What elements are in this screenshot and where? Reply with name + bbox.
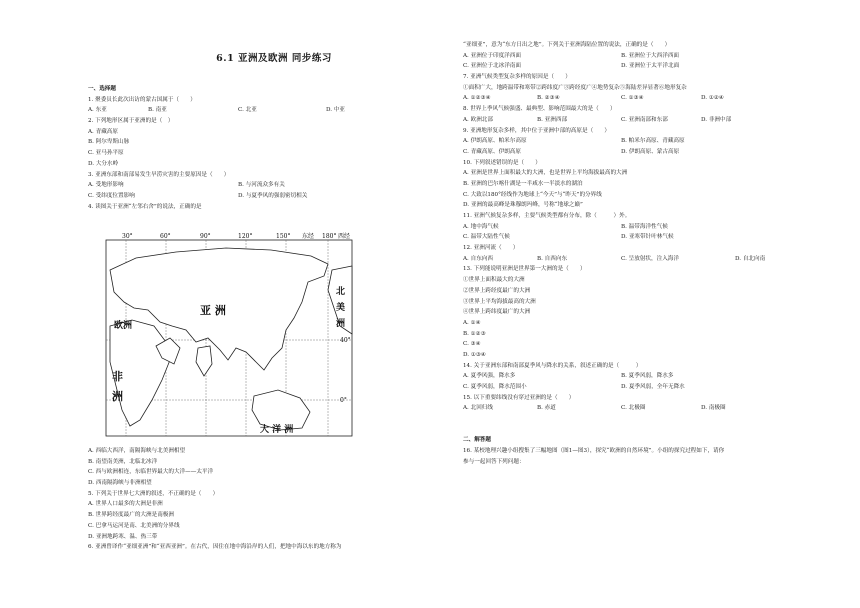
q7-options bbox=[463, 93, 835, 104]
q12-options bbox=[463, 254, 835, 265]
region-africa-1: 非 bbox=[112, 370, 123, 383]
q5-option-a[interactable]: A. 世界人口最多的大洲是非洲 bbox=[88, 501, 163, 508]
q7-option-b[interactable]: B. ②③④ bbox=[537, 95, 560, 102]
q13-option-a[interactable]: A. ①④ bbox=[463, 319, 481, 326]
lon-label-60: 60° bbox=[160, 233, 171, 240]
q9-options-row1 bbox=[463, 136, 835, 147]
q1-options bbox=[88, 105, 460, 116]
q5-option-d[interactable]: D. 亚洲地跨寒、温、热三带 bbox=[88, 533, 158, 540]
lon-label-30: 30° bbox=[122, 233, 133, 240]
q13-stem: 13. 下列能说明亚洲是世界第一大洲的是（ ） bbox=[463, 266, 586, 273]
q13-statement-4: ④世界上跨纬度最广的大洲 bbox=[463, 309, 531, 316]
q13-option-d[interactable]: D. ①③④ bbox=[463, 351, 486, 358]
q9-options-row2 bbox=[463, 147, 835, 158]
q4-option-c[interactable]: C. 西与欧洲相连，东临世界最大的大洋——太平洋 bbox=[88, 469, 214, 476]
q8-option-b[interactable]: B. 亚洲西部 bbox=[537, 116, 568, 123]
lat-label-0: 0° bbox=[340, 397, 347, 404]
q1-option-c[interactable]: C. 北亚 bbox=[238, 107, 257, 114]
q3-options-row2 bbox=[88, 191, 460, 202]
q9-option-b[interactable]: B. 帕米尔高原、青藏高原 bbox=[621, 138, 685, 145]
q6-option-a[interactable]: A. 亚洲位于印度洋西面 bbox=[463, 52, 521, 59]
q15-stem: 15. 以下重要纬线没有穿过亚洲的是（ ） bbox=[463, 394, 575, 401]
section-heading-answer: 二、解答题 bbox=[463, 437, 491, 444]
q3-stem: 3. 亚洲东部和南部易发生旱涝灾害的主要原因是（ ） bbox=[88, 171, 230, 178]
q11-stem: 11. 亚洲气候复杂多样，主要气候类型都有分布，除（ ）外。 bbox=[463, 213, 631, 219]
section-heading-choice: 一、选择题 bbox=[88, 86, 116, 92]
asia-map-svg bbox=[96, 230, 358, 438]
q2-option-d[interactable]: D. 大分水岭 bbox=[88, 160, 119, 167]
q3-option-a[interactable]: A. 受地形影响 bbox=[88, 182, 124, 189]
lon-label-120: 120° bbox=[238, 233, 253, 240]
q13-statement-3: ③世界上平均海拔最高的大洲 bbox=[463, 298, 536, 305]
q8-option-c[interactable]: C. 亚洲南部和东部 bbox=[621, 116, 668, 123]
region-europe: 欧洲 bbox=[114, 321, 133, 331]
q7-stem: 7. 亚洲气候类型复杂多样的原因是（ ） bbox=[463, 74, 571, 81]
q14-option-a[interactable]: A. 夏季风强，降水多 bbox=[463, 373, 516, 380]
q1-option-a[interactable]: A. 东亚 bbox=[88, 107, 107, 114]
lon-label-180: 180° bbox=[322, 233, 337, 240]
left-lower-block bbox=[88, 446, 460, 553]
q15-option-b[interactable]: B. 赤道 bbox=[537, 405, 556, 412]
q11-option-c[interactable]: C. 温带大陆性气候 bbox=[463, 234, 510, 241]
q4-option-b[interactable]: B. 南望南美洲，北临北冰洋 bbox=[88, 458, 158, 465]
q10-option-d[interactable]: D. 亚洲的最高峰是珠穆朗玛峰，号称“地球之巅” bbox=[463, 202, 583, 209]
q10-option-c[interactable]: C. 大致以180°经线作为地球上“今天”与“昨天”的分界线 bbox=[463, 191, 602, 198]
q12-stem: 12. 亚洲河流（ ） bbox=[463, 245, 519, 252]
q10-stem: 10. 下列叙述错误的是（ ） bbox=[463, 159, 541, 166]
q9-option-a[interactable]: A. 伊朗高原、帕米尔高原 bbox=[463, 138, 527, 145]
q14-options-row2 bbox=[463, 382, 835, 393]
q11-option-d[interactable]: D. 亚寒带针叶林气候 bbox=[621, 234, 674, 241]
lon-label-150: 150° bbox=[276, 233, 291, 240]
region-africa-2: 洲 bbox=[112, 390, 123, 403]
q15-option-d[interactable]: D. 南极圈 bbox=[701, 405, 726, 412]
q4-option-a[interactable]: A. 西临大西洋，南隔海峡与北美洲相望 bbox=[88, 448, 186, 454]
q12-option-d[interactable]: D. 自北向南 bbox=[735, 255, 766, 262]
spacer bbox=[463, 414, 835, 425]
q6-option-c[interactable]: C. 亚洲位于北冰洋南面 bbox=[463, 63, 521, 70]
q2-option-b[interactable]: B. 阿尔卑斯山脉 bbox=[88, 139, 130, 146]
q7-conditions: ①面积广大，地跨温带和寒带②跨纬度广③跨经度广④地势复杂⑤海陆差异显著⑥地形复杂 bbox=[463, 84, 687, 91]
q10-option-b[interactable]: B. 亚洲的巴尔喀什湖是一半咸水一半淡水的湖泊 bbox=[463, 180, 583, 187]
left-upper-block bbox=[88, 84, 460, 212]
q9-stem: 9. 亚洲地形复杂多样，其中位于亚洲中部的高原是（ ） bbox=[463, 127, 610, 134]
q3-option-d[interactable]: D. 与夏季风的强弱密切相关 bbox=[238, 192, 308, 199]
q12-option-b[interactable]: B. 自西向东 bbox=[537, 255, 568, 262]
q3-option-c[interactable]: C. 受纬度位置影响 bbox=[88, 192, 135, 199]
q15-option-c[interactable]: C. 北极圈 bbox=[621, 405, 646, 412]
region-na-3: 洲 bbox=[336, 319, 346, 329]
q13-option-c[interactable]: C. ③④ bbox=[463, 341, 481, 348]
q6-option-d[interactable]: D. 亚洲位于太平洋北面 bbox=[621, 63, 680, 70]
q10-option-a[interactable]: A. 亚洲是世界上面积最大的大洲，也是世界上平均海拔最高的大洲 bbox=[463, 170, 628, 177]
q4-stem: 4. 读图关于亚洲“左邻右舍”的说法，正确的是 bbox=[88, 203, 202, 210]
q5-option-b[interactable]: B. 世界跨经度最广的大洲是南极洲 bbox=[88, 512, 174, 519]
q14-stem: 14. 关于亚洲东部和南部夏季风与降水的关系，叙述正确的是（ ） bbox=[463, 362, 642, 369]
q6-option-b[interactable]: B. 亚洲位于大西洋西面 bbox=[621, 52, 680, 59]
lon-label-east: 东经 bbox=[302, 233, 315, 240]
q14-options-row1 bbox=[463, 371, 835, 382]
q2-stem: 2. 下列地形区属于亚洲的是（ ） bbox=[88, 118, 174, 125]
q14-option-d[interactable]: D. 夏季风弱，全年无降水 bbox=[621, 384, 685, 390]
lat-label-40: 40° bbox=[340, 337, 351, 344]
q7-option-d[interactable]: D. ①②④ bbox=[701, 95, 724, 102]
q12-option-c[interactable]: C. 呈放射状，注入海洋 bbox=[621, 255, 679, 262]
q11-options-row2 bbox=[463, 232, 835, 243]
q8-option-a[interactable]: A. 欧洲北部 bbox=[463, 116, 493, 123]
q11-options-row1 bbox=[463, 222, 835, 233]
lon-label-90: 90° bbox=[200, 233, 211, 240]
q1-stem: 1. 聚委员长此次出访的蒙古国属于（ ） bbox=[88, 96, 196, 103]
q7-option-c[interactable]: C. ①③④ bbox=[621, 95, 644, 102]
q6-options-row2 bbox=[463, 61, 835, 72]
page-title: 6.1 亚洲及欧洲 同步练习 bbox=[216, 53, 332, 64]
q1-option-d[interactable]: D. 中亚 bbox=[326, 107, 346, 114]
q4-option-d[interactable]: D. 西南隔海峡与非洲相望 bbox=[88, 480, 152, 487]
region-na-1: 北 bbox=[336, 287, 346, 297]
q13-statement-2: ②世界上跨经度最广的大洲 bbox=[463, 287, 531, 294]
region-asia: 亚 洲 bbox=[200, 304, 226, 317]
q11-option-b[interactable]: B. 温带海洋性气候 bbox=[621, 223, 668, 230]
q15-option-a[interactable]: A. 北回归线 bbox=[463, 405, 493, 412]
q14-option-c[interactable]: C. 夏季风弱，降水范围小 bbox=[463, 384, 527, 390]
q3-option-b[interactable]: B. 与河流众多有关 bbox=[238, 182, 285, 189]
q6-stem-cont: “亚细亚”，意为“东方日出之地”。下列关于亚洲海陆位置的说法，正确的是（ ） bbox=[463, 42, 671, 48]
q5-stem: 5. 下列关于世界七大洲的叙述，不正确的是（ ） bbox=[88, 490, 219, 497]
q14-option-b[interactable]: B. 夏季风弱，降水多 bbox=[621, 373, 674, 380]
spacer-2 bbox=[463, 425, 835, 436]
q3-options-row1 bbox=[88, 180, 460, 191]
q2-option-a[interactable]: A. 青藏高原 bbox=[88, 128, 118, 135]
q8-stem: 8. 世界上季风气候强盛、最典型、影响范围最大的是（ ） bbox=[463, 106, 616, 113]
q8-option-d[interactable]: D. 非洲中部 bbox=[701, 116, 732, 123]
q12-option-a[interactable]: A. 自东向西 bbox=[463, 255, 493, 262]
region-na-2: 美 bbox=[336, 303, 346, 313]
q16-line-2: 参与一起回答下列问题： bbox=[463, 458, 525, 465]
q1-option-b[interactable]: B. 南亚 bbox=[148, 107, 167, 114]
q9-option-c[interactable]: C. 青藏高原、伊朗高原 bbox=[463, 148, 521, 155]
right-block bbox=[463, 40, 835, 468]
q9-option-d[interactable]: D. 伊朗高原、蒙古高原 bbox=[621, 148, 680, 155]
q11-option-a[interactable]: A. 地中海气候 bbox=[463, 223, 499, 230]
q8-options bbox=[463, 115, 835, 126]
q13-statement-1: ①世界上面积最大的大洲 bbox=[463, 277, 525, 284]
q7-option-a[interactable]: A. ①②③④ bbox=[463, 95, 491, 102]
q2-option-c[interactable]: C. 亚马孙平原 bbox=[88, 150, 124, 157]
q6-stem: 6. 亚洲曾译作“亚细亚洲”和“亚西亚洲”。在古代，因住在地中海沿岸的人们，把地中海以东的地方称为 bbox=[88, 544, 342, 551]
q6-options-row1 bbox=[463, 51, 835, 62]
lon-label-west: 西经 bbox=[338, 233, 351, 240]
q16-line-1: 16. 某校地理兴趣小组搜集了三幅地图（图1—图3），探究“欧洲的自然环境”。小组的探究过程如下，请你 bbox=[463, 448, 725, 455]
q15-options bbox=[463, 403, 835, 414]
region-oceania: 大 洋 洲 bbox=[260, 425, 294, 435]
q5-option-c[interactable]: C. 巴拿马运河是南、北美洲的分界线 bbox=[88, 522, 180, 529]
asia-map-figure bbox=[96, 230, 358, 438]
q13-option-b[interactable]: B. ①②③ bbox=[463, 330, 486, 337]
